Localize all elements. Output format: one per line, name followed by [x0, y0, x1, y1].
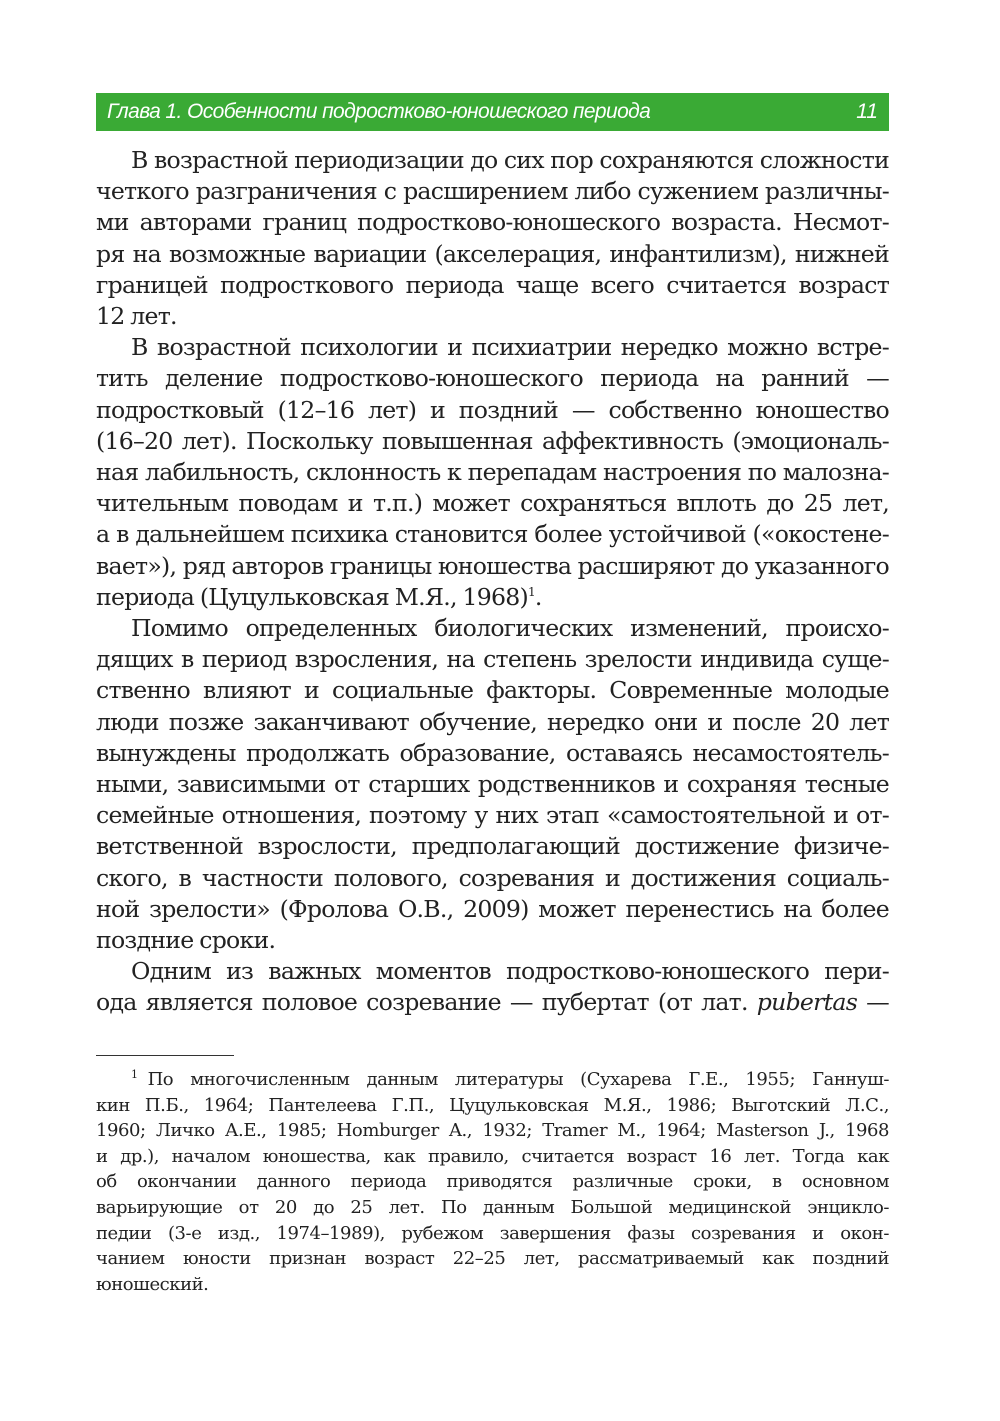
footnote-line: 1960; Личко А.Е., 1985; Homburger A., 1932; Tramer M., 1964; Masterson J., 1968 [96, 1120, 889, 1142]
text-line: ственно влияют и социальные факторы. Современные молодые [96, 676, 889, 705]
text-line-with-italic-term [96, 987, 889, 1018]
text-line: четкого разграничения с расширением либо сужением различны- [96, 177, 889, 206]
text-line: Помимо определенных биологических изменений, происхо- [131, 614, 889, 643]
text-line: Одним из важных моментов подростково-юношеского пери- [131, 957, 889, 986]
footnote-line: юношеский. [96, 1273, 209, 1295]
text-line: семейные отношения, поэтому у них этап «самостоятельной и от- [96, 801, 889, 830]
text-line: ной зрелости» (Фролова О.В., 2009) может перенестись на более [96, 894, 889, 923]
chapter-header-bar [96, 93, 889, 131]
text-line: (16–20 лет). Поскольку повышенная аффективность (эмоциональ- [96, 426, 889, 455]
text-line: а в дальнейшем психика становится более устойчивой («окостене- [96, 520, 889, 549]
page-number: 11 [856, 100, 878, 123]
text-line: тить деление подростково-юношеского периода на ранний — [96, 364, 889, 393]
text-line: чительным поводам и т.п.) может сохраняться вплоть до 25 лет, [96, 489, 889, 518]
footnote-block [96, 1067, 889, 1297]
text-line: В возрастной периодизации до сих пор сохраняются сложности [131, 146, 889, 174]
footnote-divider [96, 1055, 234, 1056]
footnote-line: варьирующие от 20 до 25 лет. По данным Большой медицинской энцикло- [96, 1196, 889, 1218]
body-text [96, 145, 889, 1019]
text-line: ря на возможные вариации (акселерация, инфантилизм), нижней [96, 239, 889, 268]
text-line: 12 лет. [96, 302, 177, 331]
text-line: ода является половое созревание — пубертат (от лат. [96, 988, 757, 1017]
text-line: подростковый (12–16 лет) и поздний — собственно юношество [96, 395, 889, 424]
footnote-line: чанием юности признан возраст 22–25 лет, рассматриваемый как поздний [96, 1248, 889, 1270]
footnote-line: педии (3-е изд., 1974–1989), рубежом завершения фазы созревания и окон- [96, 1222, 889, 1244]
paragraph-3 [96, 613, 889, 956]
dash: — [857, 988, 889, 1017]
chapter-title: Глава 1. Особенности подростково-юношеского периода [107, 100, 651, 123]
text-line: периода (Цуцульковская М.Я., 1968) [96, 582, 528, 611]
text-line: поздние сроки. [96, 926, 276, 955]
paragraph-1 [96, 145, 889, 332]
text-line: вынуждены продолжать образование, оставаясь несамостоятель- [96, 738, 889, 767]
footnote-paragraph [96, 1067, 889, 1297]
footnote-line: и др.), началом юношества, как правило, считается возраст 16 лет. Тогда как [96, 1145, 889, 1167]
text-line-with-footnote [96, 582, 889, 613]
footnote-reference[interactable]: 1 [527, 584, 535, 599]
text-line: границей подросткового периода чаще всего считается возраст [96, 270, 889, 299]
text-line: люди позже заканчивают обучение, нередко они и после 20 лет [96, 707, 889, 736]
sentence-end: . [534, 582, 542, 611]
text-line: ского, в частности полового, созревания и достижения социаль- [96, 863, 889, 892]
footnote-line: об окончании данного периода приводятся различные сроки, в основном [96, 1171, 889, 1193]
text-line: ная лабильность, склонность к перепадам настроения по малозна- [96, 458, 889, 487]
paragraph-4 [96, 956, 889, 1018]
footnote-line: кин П.Б., 1964; Пантелеева Г.П., Цуцульковская М.Я., 1986; Выготский Л.С., [96, 1094, 889, 1116]
footnote-marker: 1 [131, 1068, 138, 1081]
text-line: дящих в период взросления, на степень зрелости индивида суще- [96, 645, 889, 674]
footnote-first-line [96, 1067, 889, 1093]
text-line: ми авторами границ подростково-юношеского возраста. Несмот- [96, 208, 889, 237]
text-line: ными, зависимыми от старших родственников и сохраняя тесные [96, 770, 889, 799]
paragraph-2 [96, 332, 889, 613]
footnote-line: По многочисленным данным литературы (Сухарева Г.Е., 1955; Ганнуш- [147, 1069, 889, 1090]
latin-term: pubertas [756, 988, 858, 1017]
text-line: вает»), ряд авторов границы юношества расширяют до указанного [96, 551, 889, 580]
text-line: В возрастной психологии и психиатрии нередко можно встре- [131, 333, 889, 362]
text-line: ветственной взрослости, предполагающий достижение физиче- [96, 832, 889, 861]
